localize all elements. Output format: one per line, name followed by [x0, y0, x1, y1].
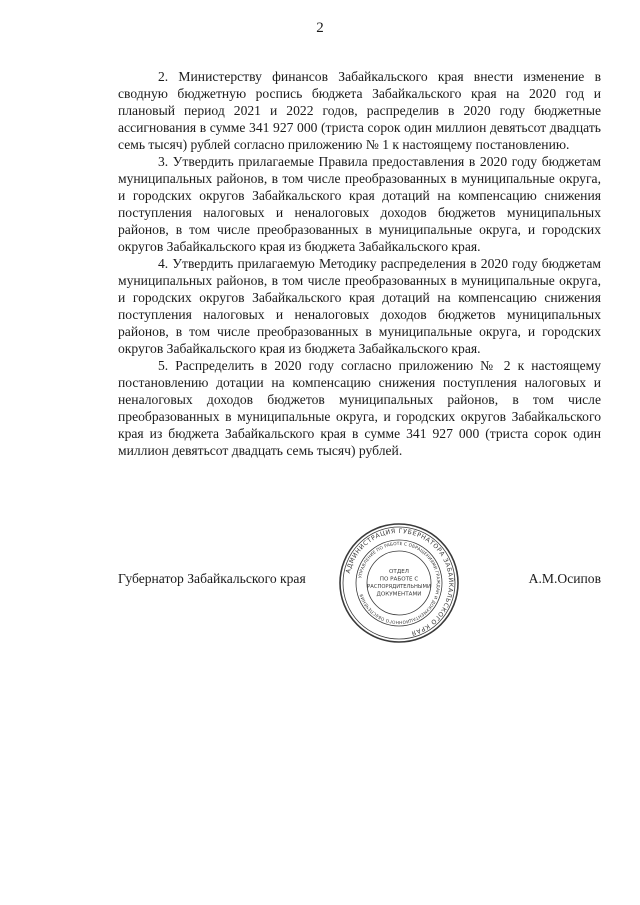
stamp-outer-text: АДМИНИСТРАЦИЯ ГУБЕРНАТОРА ЗАБАЙКАЛЬСКОГО КРАЯ: [344, 527, 455, 637]
stamp-middle-ring: [356, 540, 442, 626]
paragraph-5: 5. Распределить в 2020 году согласно приложению № 2 к настоящему постановлению дотации на компенсацию снижения поступления налоговых и неналоговых доходов бюджетов муниципальных районов, в том числе преобразованных в муниципальные округа, и городских округов Забайкальского края из бюджета Забайкальского края в сумме 341 927 000 (триста сорок один миллион девятьсот двадцать семь тысяч) рублей.: [118, 358, 601, 458]
official-stamp: [338, 522, 460, 644]
document-body: [118, 68, 601, 459]
stamp-center-line-1: ОТДЕЛ: [389, 569, 409, 575]
paragraph-3: 3. Утвердить прилагаемые Правила предоставления в 2020 году бюджетам муниципальных районов, в том числе преобразованных в муниципальные округа, и городских округов Забайкальского края дотаций на компенсацию снижения поступления налоговых и неналоговых доходов бюджетов муниципальных районов, в том числе преобразованных в муниципальные округа, и городских округов Забайкальского края из бюджета Забайкальского края.: [118, 154, 601, 254]
page-number: 2: [316, 20, 324, 36]
signer-name: А.М.Осипов: [528, 571, 601, 586]
paragraph-2: 2. Министерству финансов Забайкальского края внести изменение в сводную бюджетную роспись бюджета Забайкальского края на 2020 год и плановый период 2021 и 2022 годов, распределив в 2020 году бюджетные ассигнования в сумме 341 927 000 (триста сорок один миллион девятьсот двадцать семь тысяч) рублей согласно приложению № 1 к настоящему постановлению.: [118, 69, 601, 152]
stamp-outer-border: [340, 524, 458, 642]
stamp-inner-ring: [367, 551, 431, 615]
stamp-center-line-3: РАСПОРЯДИТЕЛЬНЫМИ: [367, 584, 431, 590]
stamp-graphic: [338, 522, 460, 644]
stamp-center-line-4: ДОКУМЕНТАМИ: [376, 591, 422, 598]
stamp-inner-text: УПРАВЛЕНИЕ ПО РАБОТЕ С ОБРАЩЕНИЯМИ ГРАЖДАН И ДОКУМЕНТАЦИОННОГО ОБЕСПЕЧЕНИЯ: [358, 541, 441, 625]
paragraph-4: 4. Утвердить прилагаемую Методику распределения в 2020 году бюджетам муниципальных районов, в том числе преобразованных в муниципальные округа, и городских округов Забайкальского края дотаций на компенсацию снижения поступления налоговых и неналоговых доходов бюджетов муниципальных районов, в том числе преобразованных в муниципальные округа, и городских округов Забайкальского края из бюджета Забайкальского края.: [118, 256, 601, 356]
signer-title: Губернатор Забайкальского края: [118, 571, 306, 586]
stamp-center-line-2: ПО РАБОТЕ С: [379, 576, 419, 583]
